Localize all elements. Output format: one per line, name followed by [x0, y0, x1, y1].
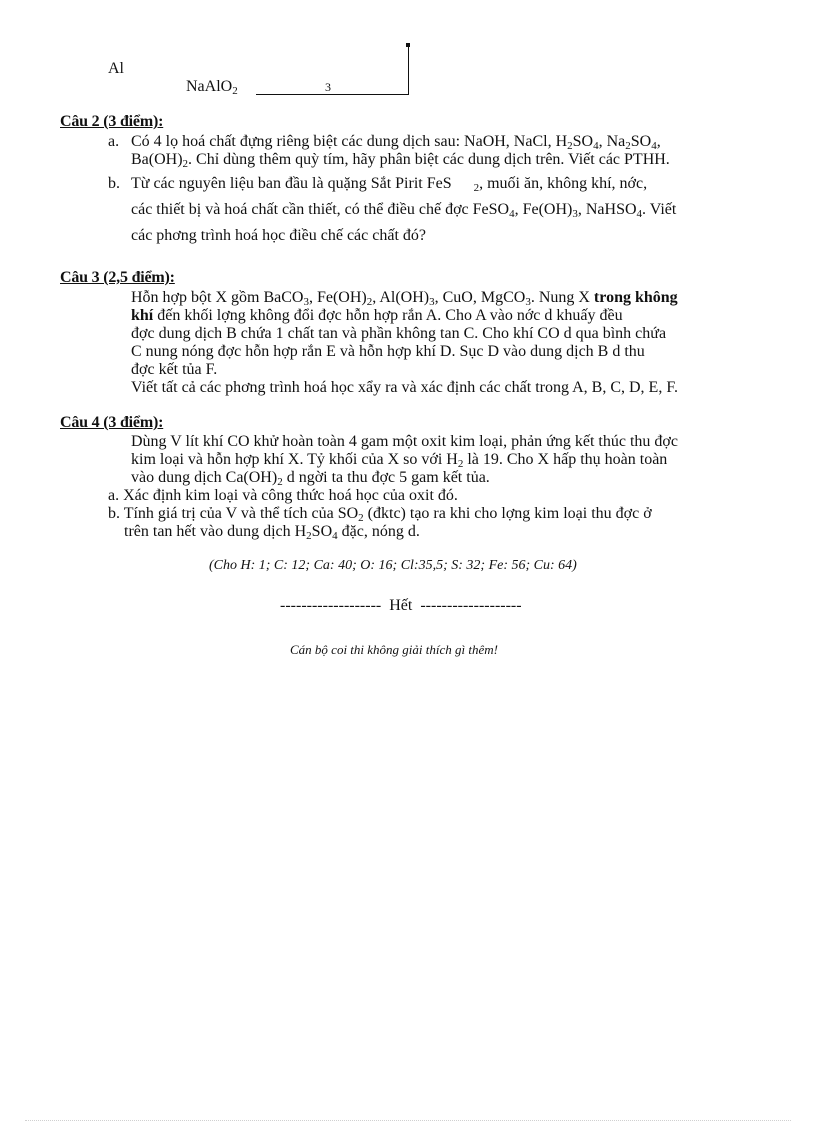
end-dashes-right: -------------------: [420, 597, 522, 614]
cau2-b-line2: các thiết bị và hoá chất cần thiết, có thể điều chế đợc FeSO$_4$, $Fe(OH)_3$, NaHSO$_4$. Viết: [131, 201, 677, 220]
cau2-b-line3: các phơng trình hoá học điều chế các chất đó?: [131, 227, 426, 244]
cau3-line2: khí đến khối lợng không đổi đợc hỗn hợp rắn A. Cho A vào nớc d khuấy đều: [131, 307, 623, 324]
diagram-three: 3: [325, 80, 331, 94]
cau2-heading: Câu 2 (3 điểm):: [60, 113, 164, 130]
cau4-heading: Câu 4 (3 điểm):: [60, 414, 164, 431]
invigilator-note: Cán bộ coi thi không giải thích gì thêm!: [290, 642, 498, 657]
end-word: Hết: [389, 597, 413, 614]
cau2-a-line1: Có 4 lọ hoá chất đựng riêng biệt các dung dịch sau: NaOH, NaCl, $H_2SO_4$, $Na_2SO_4$,: [131, 133, 661, 152]
page-bottom-dotted-rule: [25, 1120, 791, 1121]
cau4-a: a. Xác định kim loại và công thức hoá học của oxit đó.: [108, 487, 458, 504]
cau3-line1: Hỗn hợp bột X gồm BaCO$_3$, $Fe(OH)_2$, $Al(OH)_3$, CuO, MgCO$_3$. Nung X trong không: [131, 289, 678, 308]
cau3-line5: đợc kết tủa F.: [131, 361, 218, 378]
diagram-arrow-tip-icon: [406, 43, 410, 47]
cau2-b-marker: b.: [108, 175, 120, 192]
cau4-line1: Dùng V lít khí CO khử hoàn toàn 4 gam một oxit kim loại, phản ứng kết thúc thu đợc: [131, 433, 678, 450]
cau4-line3: vào dung dịch $Ca(OH)_2$ d ngời ta thu đợc 5 gam kết tủa.: [131, 469, 490, 488]
cau2-a-marker: a.: [108, 133, 120, 150]
cau2-a-line2: $Ba(OH)_2$. Chỉ dùng thêm quỳ tím, hãy phân biệt các dung dịch trên. Viết các PTHH.: [131, 151, 670, 170]
cau3-line6: Viết tất cả các phơng trình hoá học xẩy ra và xác định các chất trong A, B, C, D, E, F.: [131, 379, 678, 396]
cau3-heading: Câu 3 (2,5 điểm):: [60, 269, 175, 286]
cau4-b-line1: b. Tính giá trị của V và thể tích của $SO_2$ (đktc) tạo ra khi cho lợng kim loại thu đợc ở: [108, 505, 652, 524]
naalo2-label: NaAlO$_2$: [186, 78, 238, 97]
diagram-underline: [256, 94, 409, 95]
end-dashes-left: -------------------: [280, 597, 382, 614]
cau2-b-line1: Từ các nguyên liệu ban đầu là quặng Sắt Pirit FeS $_2$, muối ăn, không khí, nớc,: [131, 175, 648, 194]
atomic-masses: (Cho H: 1; C: 12; Ca: 40; O: 16; Cl:35,5; S: 32; Fe: 56; Cu: 64): [209, 558, 577, 573]
end-marker: [280, 597, 522, 615]
cau4-b-line2: trên tan hết vào dung dịch $H_2SO_4$ đặc, nóng d.: [124, 523, 420, 542]
cau3-line3: đợc dung dịch B chứa 1 chất tan và phần không tan C. Cho khí CO d qua bình chứa: [131, 325, 667, 342]
cau3-line4: C nung nóng đợc hỗn hợp rắn E và hỗn hợp khí D. Sục D vào dung dịch B d thu: [131, 343, 645, 360]
diagram-vertical-line: [408, 46, 409, 95]
al-label: Al: [108, 60, 124, 77]
cau4-line2: kim loại và hỗn hợp khí X. Tỷ khối của X so với $H_2$ là 19. Cho X hấp thụ hoàn toàn: [131, 451, 668, 470]
